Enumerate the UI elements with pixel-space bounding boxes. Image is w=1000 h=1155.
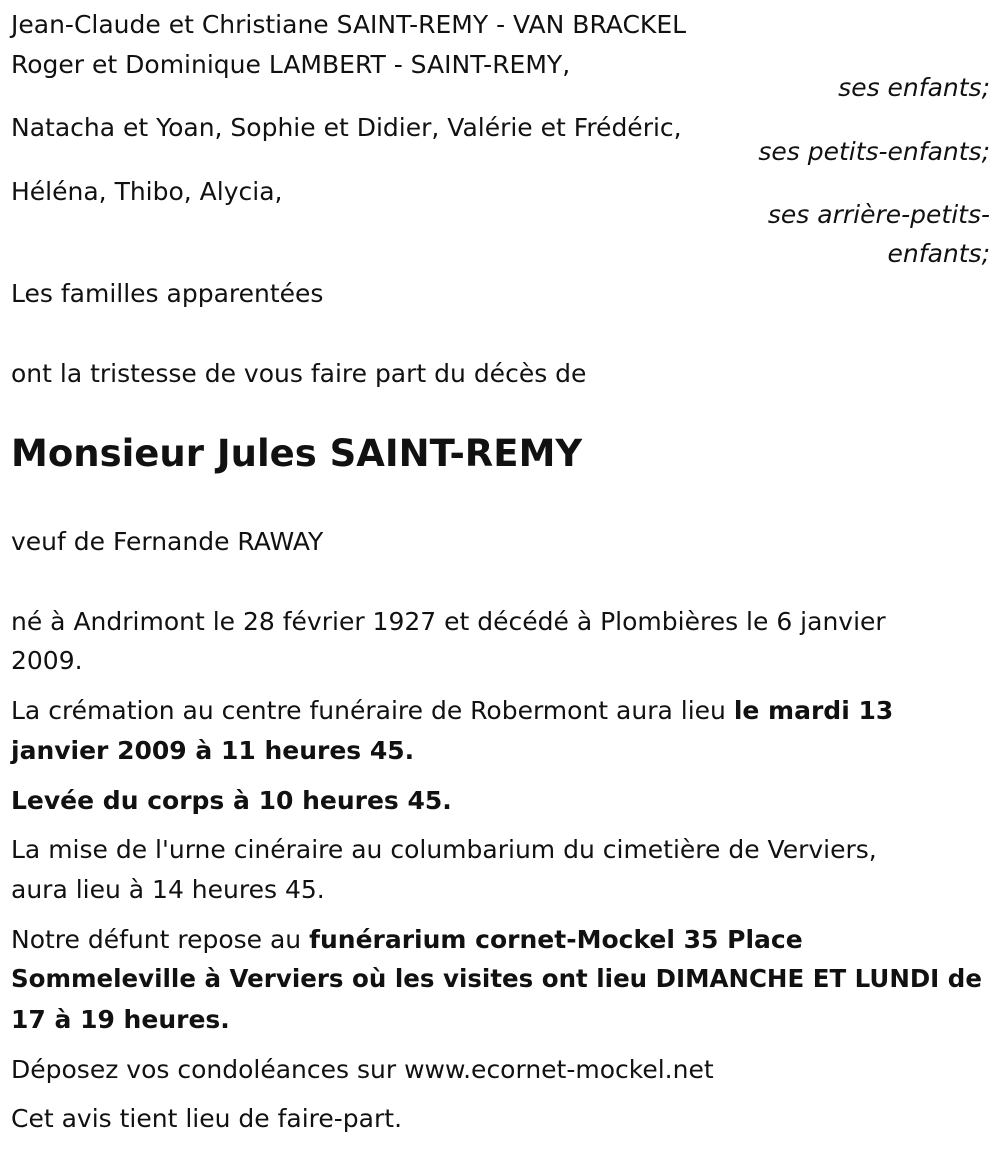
rest-text: Notre défunt repose au <box>11 925 310 954</box>
notice-line: Cet avis tient lieu de faire-part. <box>11 1104 403 1133</box>
cremation-date-part-2: janvier 2009 à 11 heures 45. <box>11 736 415 765</box>
rest-line-2 <box>11 964 982 994</box>
levee-text: Levée du corps à 10 heures 45. <box>11 786 452 815</box>
funerarium-part-2: Sommeleville à Verviers où les visites ont lieu DIMANCHE ET LUNDI de <box>11 964 982 993</box>
children-role: ses enfants; <box>838 73 990 102</box>
grandchildren-line: Natacha et Yoan, Sophie et Didier, Valérie et Frédéric, <box>11 113 682 142</box>
cremation-text: La crémation au centre funéraire de Robermont aura lieu <box>11 696 734 725</box>
funerarium-part-1: funérarium cornet-Mockel 35 Place <box>309 925 803 954</box>
birth-death-line-1: né à Andrimont le 28 février 1927 et décédé à Plombières le 6 janvier <box>11 607 886 636</box>
birth-death-line-2: 2009. <box>11 646 83 675</box>
children-line-1: Jean-Claude et Christiane SAINT-REMY - VAN BRACKEL <box>11 10 687 39</box>
cremation-date-part-1: le mardi 13 <box>733 696 894 725</box>
grandchildren-role: ses petits-enfants; <box>758 137 990 166</box>
widower-line: veuf de Fernande RAWAY <box>11 527 324 556</box>
condolences-line: Déposez vos condoléances sur www.ecornet-mockel.net <box>11 1055 714 1084</box>
funerarium-part-3: 17 à 19 heures. <box>11 1005 230 1034</box>
deceased-name: Monsieur Jules SAINT-REMY <box>11 432 583 475</box>
announcement-intro: ont la tristesse de vous faire part du décès de <box>11 359 587 388</box>
rest-line-3 <box>11 1005 230 1035</box>
levee-line <box>11 786 452 816</box>
relatives-line: Les familles apparentées <box>11 279 324 308</box>
children-line-2: Roger et Dominique LAMBERT - SAINT-REMY, <box>11 50 571 79</box>
rest-line-1 <box>11 925 803 955</box>
urn-line-1: La mise de l'urne cinéraire au columbarium du cimetière de Verviers, <box>11 835 877 864</box>
cremation-line-1 <box>11 696 893 726</box>
urn-line-2: aura lieu à 14 heures 45. <box>11 875 325 904</box>
greatgrandchildren-role-1: ses arrière-petits- <box>767 200 990 229</box>
cremation-line-2 <box>11 736 414 766</box>
greatgrandchildren-role-2: enfants; <box>887 239 990 268</box>
greatgrandchildren-line: Héléna, Thibo, Alycia, <box>11 177 283 206</box>
